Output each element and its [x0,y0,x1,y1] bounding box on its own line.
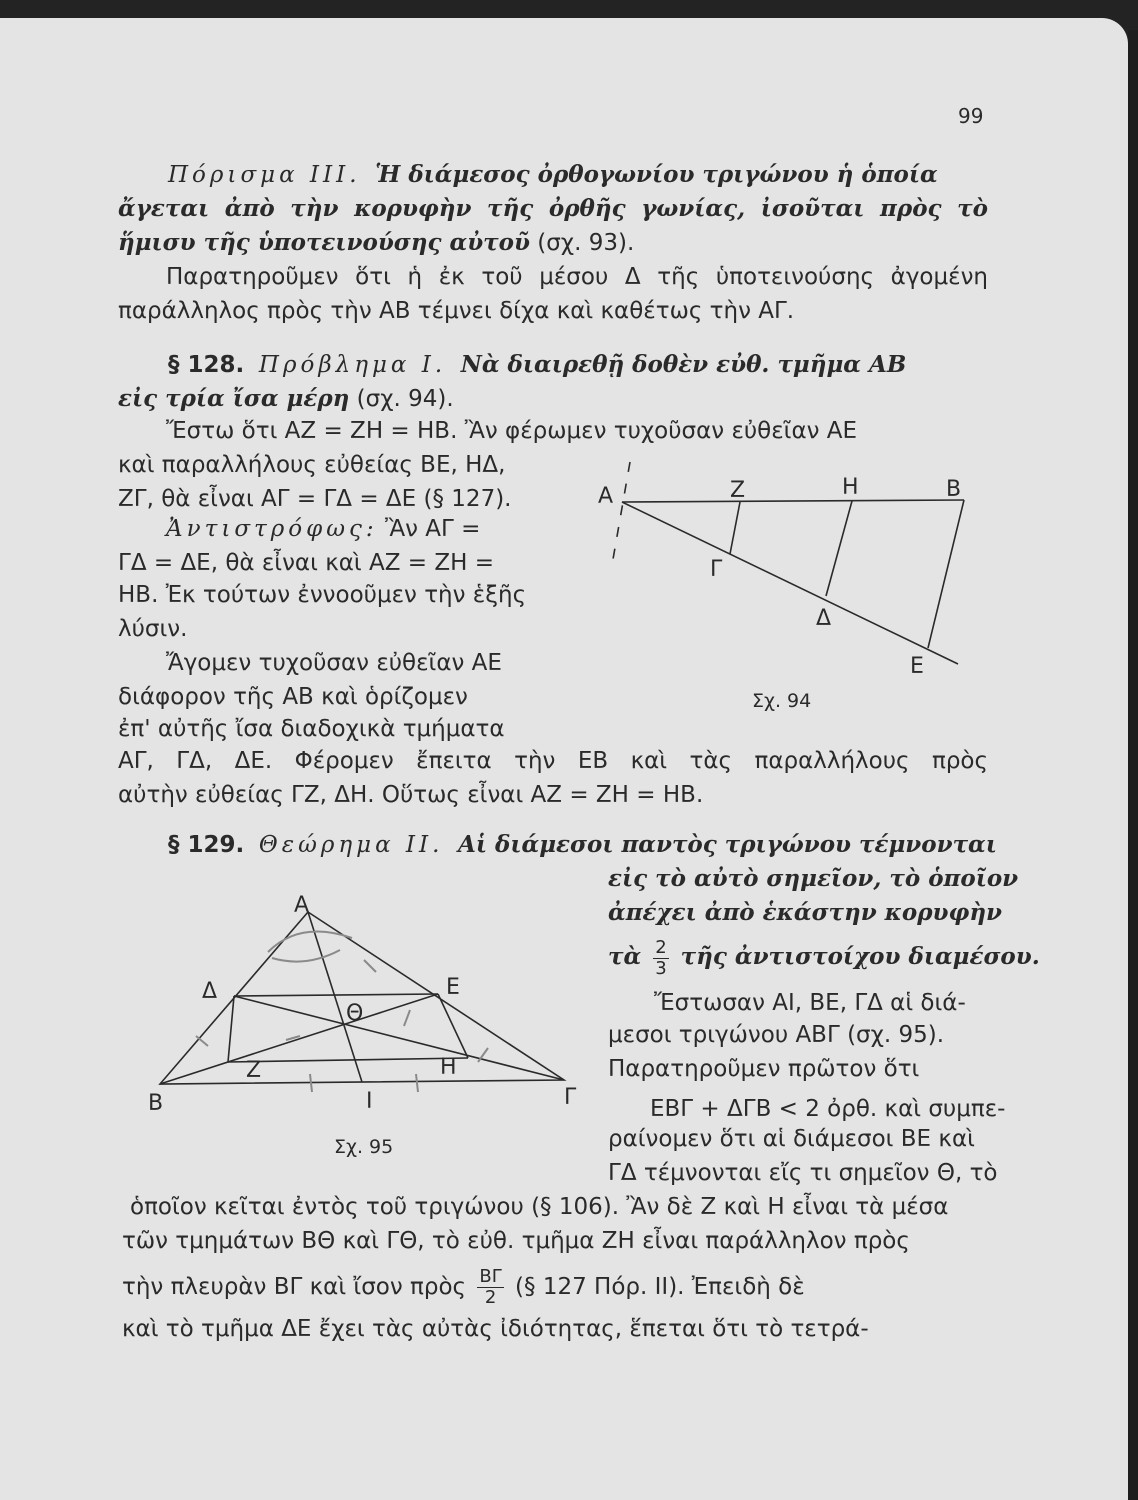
fig95-segment-ZH [228,1058,468,1062]
s128-statement-1: Νὰ διαιρεθῇ δοθὲν εὐθ. τμῆμα ΑΒ [460,351,907,378]
porisma-ref: (σχ. 93). [537,230,635,256]
fig94-label-G: Γ [710,557,723,582]
porisma-statement-1: Ἡ διάμεσος ὀρθογωνίου τριγώνου ἡ ὁποία [375,161,938,188]
s129-statement-2: εἰς τὸ αὐτὸ σημεῖον, τὸ ὁποῖον [608,865,1019,892]
fig95-tick-5 [310,1074,312,1092]
fraction-bg-denominator: 2 [484,1287,497,1308]
s128-line-7: ΓΔ = ΔΕ, θὰ εἶναι καὶ ΑΖ = ΖΗ = [118,550,495,576]
fig95-median-BE [160,994,438,1084]
fig95-label-D: Δ [202,979,218,1004]
porisma-line-2: ἄγεται ἀπὸ τὴν κορυφὴν τῆς ὀρθῆς γωνίας, ἰσοῦται πρὸς τὸ [118,195,988,222]
s129-line-6: μεσοι τριγώνου ΑΒΓ (σχ. 95). [608,1022,945,1048]
s129-statement-4-post: τῆς ἀντιστοίχου διαμέσου. [680,943,1040,970]
s129-statement-1: Αἱ διάμεσοι παντὸς τριγώνου τέμνονται [458,831,997,858]
s129-line-9: ραίνομεν ὅτι αἱ διάμεσοι ΒΕ καὶ [608,1126,975,1152]
fig94-label-H: Η [842,475,859,500]
s128-line-9: λύσιν. [118,616,188,642]
s129-line-14: καὶ τὸ τμῆμα ΔΕ ἔχει τὰς αὐτὰς ἰδιότητας, ἕπεται ὅτι τὸ τετρά- [122,1316,869,1342]
fraction-denominator: 3 [655,957,667,979]
s129-line-7: Παρατηροῦμεν πρῶτον ὅτι [608,1056,920,1082]
s128-converse-heading: Ἀντιστρόφως: [166,516,378,542]
fig95-label-G: Γ [564,1085,577,1110]
s129-line-13-pre: τὴν πλευρὰν ΒΓ καὶ ἴσον πρὸς [122,1274,467,1300]
s129-line-12: τῶν τμημάτων ΒΘ καὶ ΓΘ, τὸ εὐθ. τμῆμα ΖΗ εἶναι παράλληλον πρὸς [122,1228,910,1254]
porisma-line-4: Παρατηροῦμεν ὅτι ἡ ἐκ τοῦ μέσου Δ τῆς ὑποτεινούσης ἀγομένη [166,264,988,290]
fig94-caption: Σχ. 94 [752,690,812,712]
s129-number: § 129. [168,832,245,858]
fig95-label-Z: Ζ [246,1058,262,1083]
s128-converse-text: Ἂν ΑΓ = [384,516,481,542]
s129-heading: Θεώρημα ΙΙ. [258,832,444,858]
s128-line-12: ἐπ' αὐτῆς ἴσα διαδοχικὰ τμήματα [118,716,505,742]
s129-line-10: ΓΔ τέμνονται εἴς τι σημεῖον Θ, τὸ [608,1160,998,1186]
fig94-label-D: Δ [816,606,832,631]
fig95-label-I: Ι [366,1089,373,1114]
fig95-label-H: Η [440,1055,457,1080]
s129-statement-4-pre: τὰ [608,943,642,970]
s128-number: § 128. [168,352,245,378]
fraction-bg-numerator: ΒΓ [479,1266,502,1287]
fig95-label-E: Ε [446,975,460,1000]
s128-line-14: αὐτὴν εὐθείας ΓΖ, ΔΗ. Οὕτως εἶναι ΑΖ = ΖΗ = ΗΒ. [118,782,704,808]
porisma-statement-3: ἥμισυ τῆς ὑποτεινούσης αὐτοῦ [118,229,530,256]
fig95-median-GD [234,996,564,1080]
fraction-numerator: 2 [655,936,667,958]
fig95-tick-1 [364,960,376,972]
porisma-line-5: παράλληλος πρὸς τὴν ΑΒ τέμνει δίχα καὶ καθέτως τὴν ΑΓ. [118,298,795,324]
s128-line-10: Ἄγομεν τυχοῦσαν εὐθεῖαν ΑΕ [166,650,502,676]
fig94-label-Z: Ζ [730,478,746,503]
fig94-label-B: Β [946,477,962,502]
fig94-label-A: Α [598,484,614,509]
fig95-triangle-ABG [160,912,564,1084]
s129-line-5: Ἔστωσαν ΑΙ, ΒΕ, ΓΔ αἱ διά- [654,990,966,1016]
fig95-label-A: Α [294,893,310,918]
s128-line-4: καὶ παραλλήλους εὐθείας ΒΕ, ΗΔ, [118,452,506,478]
fig95-caption: Σχ. 95 [334,1136,394,1158]
s128-line-11: διάφορον τῆς ΑΒ καὶ ὁρίζομεν [118,684,468,710]
fig95-segment-DE [234,994,438,996]
s129-statement-3: ἀπέχει ἀπὸ ἑκάστην κορυφὴν [608,899,1003,926]
fig95-angle-arc-2 [272,950,340,962]
porisma-heading: Πόρισμα ΙΙΙ. [168,162,361,188]
s128-statement-2: εἰς τρία ἴσα μέρη [118,385,350,412]
fig95-tick-6 [416,1074,418,1092]
fig95-angle-arc [268,932,352,952]
fig95-median-AI [308,912,362,1082]
s128-heading: Πρόβλημα Ι. [258,352,447,378]
s128-line-5: ΖΓ, θὰ εἶναι ΑΓ = ΓΔ = ΔΕ (§ 127). [118,486,512,512]
s128-line-8: ΗΒ. Ἐκ τούτων ἐννοοῦμεν τὴν ἑξῆς [118,582,527,608]
s128-line-3: Ἔστω ὅτι ΑΖ = ΖΗ = ΗΒ. Ἂν φέρωμεν τυχοῦσαν εὐθεῖαν ΑΕ [166,418,858,444]
s128-ref: (σχ. 94). [356,386,454,412]
s128-line-13: ΑΓ, ΓΔ, ΔΕ. Φέρομεν ἔπειτα τὴν ΕΒ καὶ τὰς παραλλήλους πρὸς [118,748,988,774]
s129-line-11: ὁποῖον κεῖται ἐντὸς τοῦ τριγώνου (§ 106). Ἂν δὲ Ζ καὶ Η εἶναι τὰ μέσα [130,1194,949,1220]
fig95-segment-DZ [228,996,234,1062]
fig95-label-B: Β [148,1091,164,1116]
s129-line-13-post: (§ 127 Πόρ. ΙΙ). Ἐπειδὴ δὲ [515,1274,805,1300]
s129-line-8: ΕΒΓ + ΔΓΒ < 2 ὀρθ. καὶ συμπε- [650,1096,1006,1122]
fig95-label-TH: Θ [346,1001,364,1026]
fig95-tick-3 [404,1010,410,1026]
fig94-label-E: Ε [910,654,924,679]
page-number: 99 [958,104,984,128]
